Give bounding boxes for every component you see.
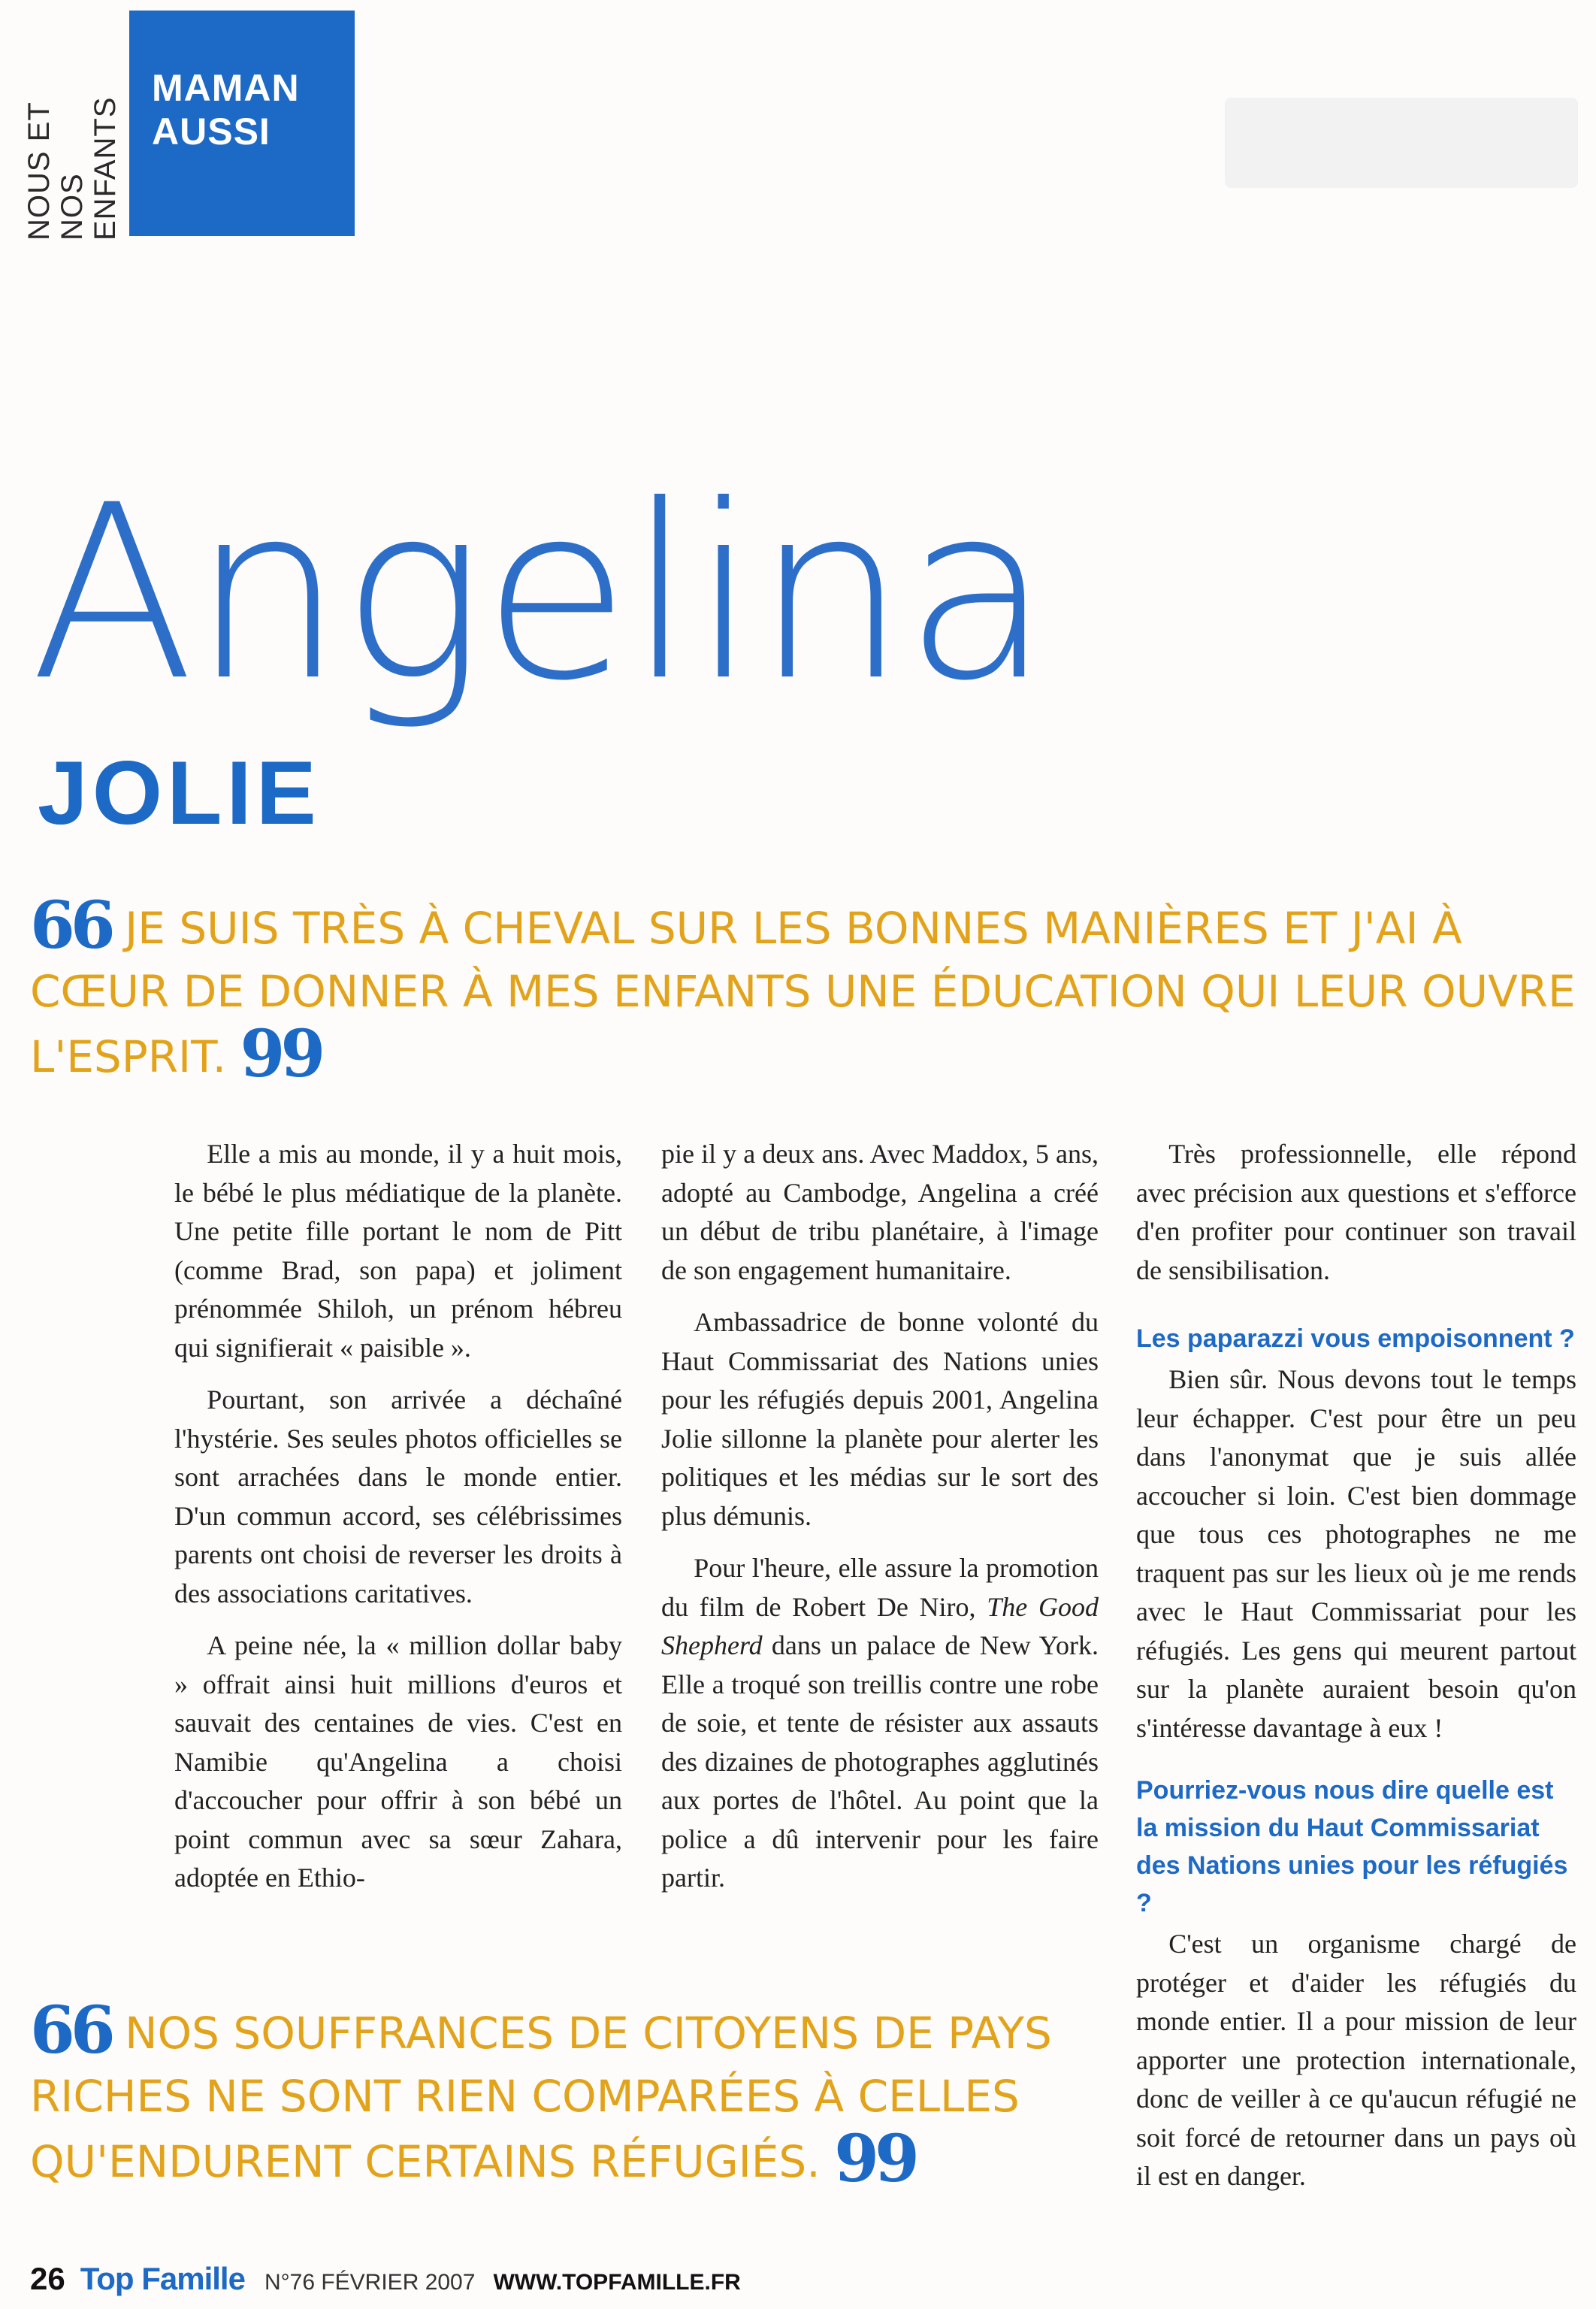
paragraph: A peine née, la « million dollar baby » offrait ainsi huit millions d'euros et sauvait des centaines de vies. C'est en Namibie qu'Angelina a choisi d'accoucher pour offrir à son bébé un point commun avec sa sœur Zahara, adoptée en Ethio- [174, 1630, 622, 1893]
pull-quote-1-text: JE SUIS TRÈS À CHEVAL SUR LES BONNES MANIÈRES ET J'AI À CŒUR DE DONNER À MES ENFANTS UNE ÉDUCATION QUI LEUR OUVRE L'ESPRIT. [30, 903, 1576, 1082]
article-column-3 [1136, 1135, 1576, 2196]
facing-page-showthrough [1225, 98, 1578, 188]
section-vertical-label [23, 8, 122, 241]
paragraph: Elle a mis au monde, il y a huit mois, le bébé le plus médiatique de la planète. Une petite fille portant le nom de Pitt (comme Brad, son papa) et joliment prénommée Shiloh, un prénom hébreu qui signifierait « paisible ». [174, 1139, 622, 1363]
paragraph: Ambassadrice de bonne volonté du Haut Commissariat des Nations unies pour les réfugiés depuis 2001, Angelina Jolie sillonne la planète pour alerter les politiques et les médias sur le sort des plus démunis. [661, 1307, 1099, 1531]
headline-surname: JOLIE [38, 743, 321, 843]
issue-info: N°76 FÉVRIER 2007 [264, 2270, 476, 2295]
pull-quote-1 [30, 888, 1578, 1092]
paragraph: Pourtant, son arrivée a déchaîné l'hystérie. Ses seules photos officielles se sont arrachées dans le monde entier. D'un commun accord, ses célébrissimes parents ont choisi de reverser les droits à des associations caritatives. [174, 1384, 622, 1608]
interview-answer-2: C'est un organisme chargé de protéger et d'aider les réfugiés du monde entier. Il a pour mission de leur apporter une protection internationale, donc de veiller à ce qu'aucun réfugié ne soit forcé de retourner dans un pays où il est en danger. [1136, 1929, 1576, 2191]
paragraph [661, 1549, 1099, 1898]
magazine-name: Top Famille [80, 2261, 245, 2296]
close-quote-mark: 99 [834, 2121, 915, 2197]
article-column-2 [661, 1135, 1099, 1898]
page-footer [30, 2261, 741, 2306]
film-title: The Good Shepherd [661, 1591, 1099, 1660]
interview-question-2: Pourriez-vous nous dire quelle est la mission du Haut Commissariat des Nations unies pour les réfugiés ? [1136, 1776, 1568, 1917]
paragraph-text: dans un palace de New York. Elle a troqué son treillis contre une robe de soie, et tente de résister aux assauts des dizaines de photographes agglutinés aux portes de l'hôtel. Au point que la police a dû intervenir pour les faire partir. [661, 1630, 1099, 1893]
paragraph: Très professionnelle, elle répond avec précision aux questions et s'efforce d'en profiter pour continuer son travail de sensibilisation. [1136, 1139, 1576, 1285]
open-quote-mark: 66 [30, 1993, 111, 2068]
section-vertical-text: NOUS ET NOS ENFANTS [23, 96, 122, 241]
interview-answer-1: Bien sûr. Nous devons tout le temps leur échapper. C'est pour être un peu dans l'anonymat que je suis allée accoucher si loin. C'est bien dommage que tous ces photographes ne me traquent pas sur les lieux où je me rends avec le Haut Commissariat pour les réfugiés. Les gens qui meurent partout sur la planète auraient besoin qu'on s'intéresse davantage à eux ! [1136, 1364, 1576, 1743]
interview-question-1: Les paparazzi vous empoisonnent ? [1136, 1324, 1575, 1353]
pull-quote-2 [30, 1993, 1120, 2197]
page-number: 26 [30, 2261, 65, 2296]
section-box-label: MAMAN AUSSI [152, 67, 300, 153]
paragraph: pie il y a deux ans. Avec Maddox, 5 ans, adopté au Cambodge, Angelina a créé un début de tribu planétaire, à l'image de son engagement humanitaire. [661, 1139, 1099, 1285]
headline-name: Angelina [30, 454, 1049, 734]
pull-quote-2-text: NOS SOUFFRANCES DE CITOYENS DE PAYS RICHES NE SONT RIEN COMPARÉES À CELLES QU'ENDURENT CERTAINS RÉFUGIÉS. [30, 2008, 1052, 2187]
article-column-1 [174, 1135, 622, 1898]
paragraph-text: Pour l'heure, elle assure la promotion du film de Robert De Niro, [661, 1553, 1099, 1622]
section-box [129, 11, 355, 236]
open-quote-mark: 66 [30, 888, 111, 964]
website-url: WWW.TOPFAMILLE.FR [493, 2270, 741, 2295]
close-quote-mark: 99 [240, 1016, 322, 1092]
